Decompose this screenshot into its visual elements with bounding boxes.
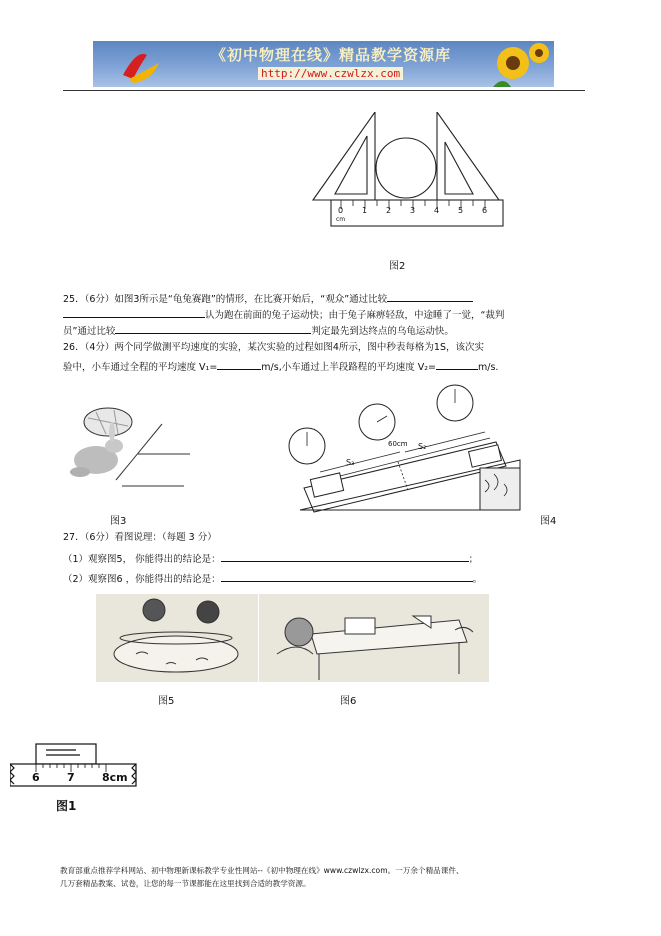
left-set-square (313, 112, 375, 200)
figure1-caption: 图1 (56, 799, 77, 813)
figure3-drawing (66, 404, 196, 494)
figure4-s2: S₂ (418, 442, 427, 451)
q27-item2-text: （2）观察图6 ，你能得出的结论是： (63, 574, 221, 585)
ruler-tick-0: 0 (338, 206, 344, 215)
q26-blank-v2[interactable] (436, 359, 478, 370)
figure4-caption: 图4 (540, 516, 557, 527)
footer-line1: 教育部重点推荐学科网站、初中物理新课标教学专业性网站--《初中物理在线》www.czwlzx.com。一万余个精品课件、 (60, 866, 464, 875)
figure6-caption: 图6 (340, 696, 357, 707)
q27-item2-end: 。 (472, 574, 483, 585)
person-head (285, 618, 313, 646)
footer-line2: 几万套精品教案、试卷，让您的每一节课都能在这里找到合适的教学资源。 (60, 879, 311, 888)
figure5-drawing (96, 594, 258, 682)
figure4-distance: 60cm (388, 440, 408, 448)
figure2-drawing (305, 112, 510, 232)
figure1-tick-7: 7 (67, 771, 75, 784)
q27-title: 27．（6分）看图说理：（每题 3 分） (63, 532, 217, 543)
boy-head (143, 599, 165, 621)
banner-url[interactable]: http://www.czwlzx.com (258, 67, 403, 80)
q26-blank-v1[interactable] (217, 359, 261, 370)
book-object (345, 618, 375, 634)
ruler-body (331, 200, 503, 226)
q27-blank2[interactable] (221, 571, 473, 582)
measured-block (36, 744, 96, 764)
q27-item2 (63, 571, 482, 586)
header-banner (93, 41, 554, 87)
hare-ear (109, 422, 115, 442)
q25-text4: 判定最先到达终点的乌龟运动快。 (311, 326, 454, 337)
q25-blank1-cont[interactable] (63, 307, 205, 318)
q26-line2 (63, 359, 498, 374)
figure5-caption: 图5 (158, 696, 175, 707)
ruler-tick-4: 4 (434, 206, 440, 215)
cart-start (310, 473, 343, 497)
incline-block (480, 468, 520, 510)
q27-item1 (63, 551, 478, 566)
q25-blank1[interactable] (387, 291, 473, 302)
figure2-caption: 图2 (389, 261, 406, 272)
q25-text1: 25．（6分）如图3所示是“龟兔赛跑”的情形，在比赛开始后，“观众”通过比较 (63, 294, 388, 305)
girl-head (197, 601, 219, 623)
circle-object (376, 138, 436, 198)
q26-text1: 验中，小车通过全程的平均速度 V₁= (63, 362, 218, 373)
cart-end (469, 445, 502, 467)
q25-text3: 员”通过比较 (63, 326, 116, 337)
figure1-tick-8cm: 8cm (102, 771, 128, 784)
q27-blank1[interactable] (221, 551, 469, 562)
q25-line2 (63, 307, 504, 322)
ruler-tick-3: 3 (410, 206, 416, 215)
ruler-tick-1: 1 (362, 206, 368, 215)
header-rule (63, 90, 585, 91)
q27-item1-text: （1）观察图5， 你能得出的结论是： (63, 554, 221, 565)
q25-line1 (63, 291, 473, 306)
ruler-tick-5: 5 (458, 206, 464, 215)
q26-line1: 26．（4分）两个同学做测平均速度的实验，某次实验的过程如图4所示，图中秒表每格为1S，该次实 (63, 342, 485, 353)
ruler-tick-2: 2 (386, 206, 392, 215)
q25-line3 (63, 323, 454, 338)
hare-head (105, 439, 123, 453)
q25-blank2[interactable] (115, 323, 311, 334)
banner-title: 《初中物理在线》精品教学资源库 (211, 46, 452, 64)
figure4-drawing (280, 380, 530, 520)
q26-text3: m/s. (478, 362, 499, 373)
figure1-tick-6: 6 (32, 771, 40, 784)
figure6-drawing (259, 594, 489, 682)
q27-item1-end: ； (468, 554, 479, 565)
ruler-unit: cm (336, 216, 346, 223)
figure3-caption: 图3 (110, 516, 127, 527)
figure4-s3: S₃ (346, 458, 355, 467)
q25-text2: 认为跑在前面的兔子运动快；由于兔子麻痹轻敌，中途睡了一觉，“裁判 (205, 310, 505, 321)
ruler-tick-6: 6 (482, 206, 488, 215)
right-set-square (437, 112, 499, 200)
q26-text2: m/s,小车通过上半段路程的平均速度 V₂= (261, 362, 437, 373)
right-set-square-inner (445, 142, 473, 194)
left-set-square-inner (335, 136, 367, 194)
